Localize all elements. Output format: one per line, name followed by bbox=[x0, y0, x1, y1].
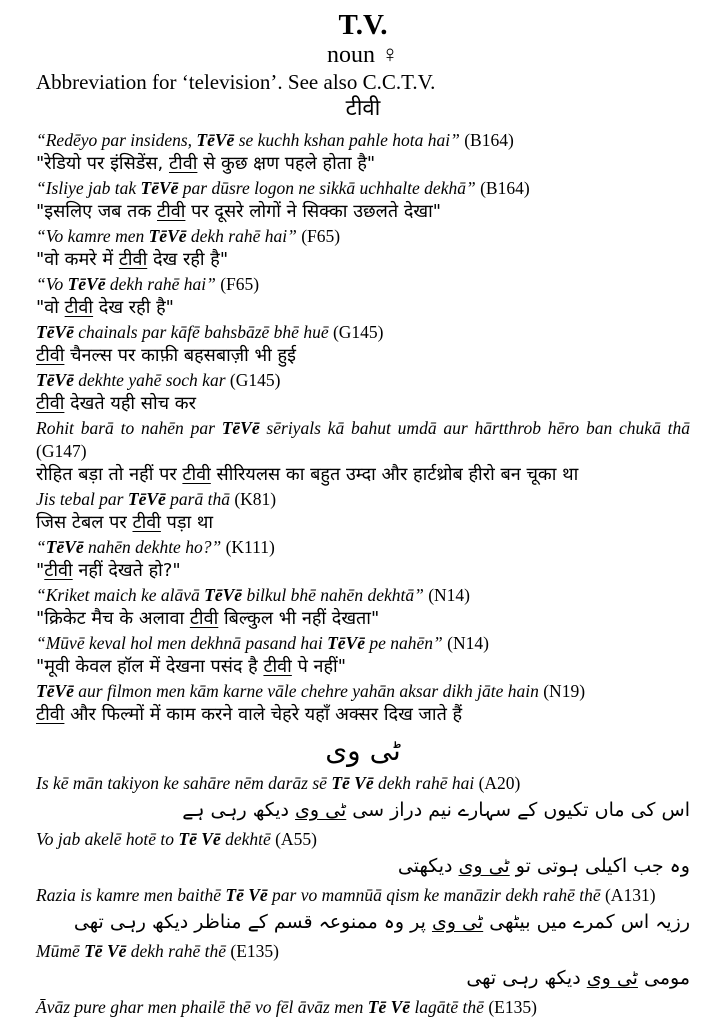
citation: (N14) bbox=[423, 585, 471, 605]
citation: (F65) bbox=[215, 274, 260, 294]
hindi-line bbox=[36, 200, 690, 223]
example-entry bbox=[36, 772, 690, 825]
hindi-line bbox=[36, 559, 690, 582]
native-text: دیکھ رہی ہے bbox=[182, 799, 296, 821]
example-entry bbox=[36, 536, 690, 582]
citation: (A131) bbox=[600, 885, 656, 905]
citation: (E135) bbox=[483, 997, 537, 1017]
roman-text: dekhtē bbox=[220, 829, 271, 849]
roman-text: dekh rahē hai” bbox=[186, 226, 297, 246]
native-text: पड़ा था bbox=[160, 512, 214, 533]
headword-roman: Tē Vē bbox=[331, 773, 374, 793]
native-text: देख रही है" bbox=[93, 297, 174, 318]
roman-text: Mūmē bbox=[36, 941, 85, 961]
citation: (B164) bbox=[459, 130, 514, 150]
hindi-line bbox=[36, 248, 690, 271]
female-gender-icon: ♀ bbox=[381, 42, 399, 68]
hindi-headword: टीवी bbox=[345, 96, 381, 121]
roman-text: par dūsre logon ne sikkā uchhalte dekhā” bbox=[178, 178, 476, 198]
headword-native: ٹی وی bbox=[586, 967, 638, 989]
roman-text: pe nahēn” bbox=[365, 633, 443, 653]
native-text: पे नहीं" bbox=[291, 656, 347, 677]
roman-line bbox=[36, 369, 690, 392]
citation: (G147) bbox=[36, 441, 87, 461]
roman-text: Is kē mān takiyon ke sahāre nēm darāz sē bbox=[36, 773, 332, 793]
headword-roman: Tē Vē bbox=[84, 941, 127, 961]
example-entry bbox=[36, 940, 690, 993]
roman-line bbox=[36, 584, 690, 607]
native-text: "रेडियो पर इंसिडेंस, bbox=[36, 153, 169, 174]
hindi-line bbox=[36, 392, 690, 415]
native-text: से कुछ क्षण पहले होता है" bbox=[197, 153, 376, 174]
roman-text: “Redēyo par insidens, bbox=[36, 130, 197, 150]
pos-line bbox=[36, 42, 690, 69]
headword-native: टीवी bbox=[64, 297, 94, 318]
native-text: "वो कमरे में bbox=[36, 249, 119, 270]
hindi-line bbox=[36, 344, 690, 367]
headword-roman: Tē Vē bbox=[178, 829, 221, 849]
roman-text: “Mūvē keval hol men dekhnā pasand hai bbox=[36, 633, 328, 653]
urdu-line bbox=[36, 907, 690, 937]
roman-line bbox=[36, 940, 690, 963]
headword-roman: TēVē bbox=[196, 130, 235, 150]
citation: (B164) bbox=[475, 178, 530, 198]
roman-line bbox=[36, 321, 690, 344]
native-text: مومی bbox=[637, 967, 690, 989]
headword-native: टीवी bbox=[118, 249, 148, 270]
roman-text: “Vo kamre men bbox=[36, 226, 149, 246]
citation: (K81) bbox=[229, 489, 277, 509]
headword-native: टीवी bbox=[132, 512, 161, 533]
definition-text: Abbreviation for ‘television’. See also C.C.T.V. bbox=[36, 70, 436, 94]
native-text: चैनल्स पर काफ़ी बहसबाज़ी भी हुई bbox=[64, 345, 296, 366]
headword-native: टीवी bbox=[182, 464, 211, 485]
headword-roman: Tē Vē bbox=[367, 997, 411, 1017]
citation: (F65) bbox=[296, 226, 341, 246]
native-text: پر وہ ممنوعہ قسم کے مناظر دیکھ رہی تھی bbox=[73, 911, 432, 933]
example-entry bbox=[36, 417, 690, 486]
headword-roman: TēVē bbox=[36, 322, 74, 342]
headword-roman: TēVē bbox=[36, 370, 74, 390]
example-entry bbox=[36, 632, 690, 678]
roman-line bbox=[36, 488, 690, 511]
headword-native: टीवी bbox=[36, 345, 65, 366]
example-entry bbox=[36, 828, 690, 881]
native-text: دیکھتی bbox=[397, 855, 459, 877]
citation: (N19) bbox=[538, 681, 586, 701]
example-entry bbox=[36, 225, 690, 271]
example-entry bbox=[36, 996, 690, 1019]
headword-native: टीवी bbox=[263, 656, 292, 677]
native-text: और फिल्मों में काम करने वाले चेहरे यहाँ अक्सर दिख जाते हैं bbox=[64, 704, 463, 725]
example-entry bbox=[36, 129, 690, 175]
native-text: اس کی ماں تکیوں کے سہارے نیم دراز سی bbox=[346, 799, 690, 821]
native-text: "वो bbox=[36, 297, 65, 318]
hindi-line bbox=[36, 703, 690, 726]
headword-roman: TēVē bbox=[36, 681, 74, 701]
citation: (A55) bbox=[270, 829, 317, 849]
headword-roman: TēVē bbox=[140, 178, 179, 198]
roman-text: Āvāz pure ghar men phailē thē vo fēl āvāz men bbox=[36, 997, 368, 1017]
roman-line bbox=[36, 177, 690, 200]
native-text: देख रही है" bbox=[147, 249, 229, 270]
roman-text: par vo mamnūā qism ke manāzir dekh rahē thē bbox=[267, 885, 601, 905]
hindi-line bbox=[36, 655, 690, 678]
roman-text: aur filmon men kām karne vāle chehre yahān aksar dikh jāte hain bbox=[73, 681, 539, 701]
roman-line bbox=[36, 828, 690, 851]
urdu-examples-section bbox=[36, 772, 690, 1019]
example-entry bbox=[36, 584, 690, 630]
headword-native: टीवी bbox=[36, 704, 65, 725]
native-text: बिल्कुल भी नहीं देखता" bbox=[218, 608, 380, 629]
roman-text: Vo jab akelē hotē to bbox=[36, 829, 179, 849]
roman-text: se kuchh kshan pahle hota hai” bbox=[234, 130, 460, 150]
urdu-line bbox=[36, 795, 690, 825]
example-entry bbox=[36, 273, 690, 319]
roman-line bbox=[36, 680, 690, 703]
headword-roman: Tē Vē bbox=[225, 885, 268, 905]
headword-native: टीवी bbox=[189, 608, 219, 629]
example-entry bbox=[36, 680, 690, 726]
hindi-line bbox=[36, 463, 690, 486]
headword-roman: TēVē bbox=[127, 489, 166, 509]
roman-text: dekh rahē thē bbox=[126, 941, 227, 961]
headword-native: टीवी bbox=[36, 393, 65, 414]
example-entry bbox=[36, 321, 690, 367]
entry-title: T.V. bbox=[338, 9, 388, 41]
roman-text: Jis tebal par bbox=[36, 489, 128, 509]
roman-text: dekh rahē hai bbox=[373, 773, 475, 793]
roman-text: parā thā bbox=[165, 489, 230, 509]
part-of-speech: noun bbox=[327, 42, 375, 68]
native-text: "मूवी केवल हॉल में देखना पसंद है bbox=[36, 656, 264, 677]
native-text: पर दूसरे लोगों ने सिक्का उछलते देखा" bbox=[185, 201, 442, 222]
headword-native: टीवी bbox=[44, 560, 73, 581]
roman-line bbox=[36, 996, 690, 1019]
native-text: وہ جب اکیلی ہوتی تو bbox=[509, 855, 690, 877]
roman-text: lagātē thē bbox=[410, 997, 484, 1017]
native-text: नहीं देखते हो?" bbox=[72, 560, 181, 581]
roman-text: nahēn dekhte ho?” bbox=[83, 537, 222, 557]
headword-native: ٹی وی bbox=[295, 799, 347, 821]
citation: (K111) bbox=[221, 537, 275, 557]
hindi-line bbox=[36, 152, 690, 175]
headword-native: ٹی وی bbox=[458, 855, 510, 877]
roman-text: “Kriket maich ke alāvā bbox=[36, 585, 205, 605]
roman-text: bilkul bhē nahēn dekhtā” bbox=[242, 585, 424, 605]
citation: (N14) bbox=[442, 633, 489, 653]
roman-line bbox=[36, 417, 690, 463]
native-text: सीरियलस का बहुत उम्दा और हार्टथ्रोब हीरो बन चूका था bbox=[210, 464, 579, 485]
headword-native: टीवी bbox=[157, 201, 186, 222]
urdu-headword: ٹی وی bbox=[325, 734, 401, 767]
headword-native: टीवी bbox=[168, 153, 198, 174]
citation: (E135) bbox=[226, 941, 279, 961]
roman-line bbox=[36, 884, 690, 907]
native-text: رزیہ اس کمرے میں بیٹھی bbox=[483, 911, 690, 933]
native-text: जिस टेबल पर bbox=[36, 512, 133, 533]
native-text: देखते यही सोच कर bbox=[64, 393, 196, 414]
example-entry bbox=[36, 177, 690, 223]
headword-roman: TēVē bbox=[221, 418, 260, 438]
native-text: دیکھ رہی تھی bbox=[466, 967, 587, 989]
native-text: "क्रिकेट मैच के अलावा bbox=[36, 608, 190, 629]
native-text: " bbox=[36, 560, 45, 581]
example-entry bbox=[36, 884, 690, 937]
roman-text: Razia is kamre men baithē bbox=[36, 885, 226, 905]
roman-text: “Vo bbox=[36, 274, 68, 294]
roman-line bbox=[36, 225, 690, 248]
example-entry bbox=[36, 369, 690, 415]
headword-roman: TēVē bbox=[327, 633, 366, 653]
roman-text: sēriyals kā bahut umdā aur hārtthrob hēro ban chukā thā bbox=[259, 418, 690, 438]
roman-text: Rohit barā to nahēn par bbox=[36, 418, 222, 438]
roman-text: “ bbox=[36, 537, 46, 557]
roman-text: dekh rahē hai” bbox=[105, 274, 216, 294]
roman-line bbox=[36, 129, 690, 152]
headword-native: ٹی وی bbox=[431, 911, 484, 933]
headword-roman: TēVē bbox=[67, 274, 106, 294]
headword-roman: TēVē bbox=[45, 537, 84, 557]
headword-roman: TēVē bbox=[204, 585, 243, 605]
hindi-line bbox=[36, 607, 690, 630]
urdu-line bbox=[36, 851, 690, 881]
roman-line bbox=[36, 772, 690, 795]
roman-line bbox=[36, 632, 690, 655]
native-text: रोहित बड़ा तो नहीं पर bbox=[36, 464, 183, 485]
example-entry bbox=[36, 488, 690, 534]
citation: (A20) bbox=[474, 773, 521, 793]
roman-text: dekhte yahē soch kar bbox=[73, 370, 226, 390]
roman-line bbox=[36, 273, 690, 296]
citation: (G145) bbox=[328, 322, 384, 342]
hindi-line bbox=[36, 511, 690, 534]
headword-roman: TēVē bbox=[148, 226, 187, 246]
native-text: "इसलिए जब तक bbox=[36, 201, 157, 222]
urdu-line bbox=[36, 963, 690, 993]
hindi-line bbox=[36, 296, 690, 319]
roman-text: chainals par kāfē bahsbāzē bhē huē bbox=[73, 322, 329, 342]
citation: (G145) bbox=[225, 370, 281, 390]
hindi-examples-section bbox=[36, 129, 690, 726]
roman-line bbox=[36, 536, 690, 559]
roman-text: “Isliye jab tak bbox=[36, 178, 141, 198]
